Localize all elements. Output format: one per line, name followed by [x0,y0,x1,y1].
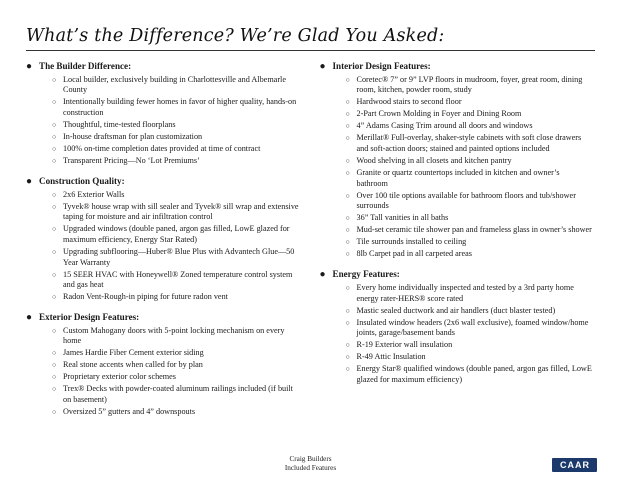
list-item-text: Trex® Decks with powder-coated aluminum railings included (if built on basement) [63,384,293,405]
list-item-text: Energy Star® qualified windows (double paned, argon gas filled, LowE glazed for maximum efficiency) [356,364,592,385]
sub-bullet-icon: ○ [52,225,57,234]
list-item-text: Hardwood stairs to second floor [356,97,462,107]
section-exterior-design-features [26,312,302,418]
list-item-text: R-19 Exterior wall insulation [356,340,453,350]
sub-bullet-icon: ○ [345,283,350,292]
sub-bullet-icon: ○ [345,98,350,107]
sub-bullet-icon: ○ [345,110,350,119]
list-item-text: James Hardie Fiber Cement exterior siding [63,348,204,358]
list-item [52,224,302,245]
sub-bullet-icon: ○ [52,190,57,199]
right-column [320,61,596,395]
content-columns [26,61,595,427]
list-item [346,352,596,363]
list-item [346,121,596,132]
section-heading [26,61,302,73]
list-item [52,407,302,418]
list-item-text: Transparent Pricing—No ‘Lot Premiums’ [63,156,200,166]
list-item [52,120,302,131]
list-item-text: 2x6 Exterior Walls [63,189,125,199]
list-item [52,75,302,96]
section-construction-quality [26,176,302,303]
list-item [346,75,596,96]
sub-bullet-icon: ○ [52,293,57,302]
section-item-list [26,75,302,167]
section-energy-features [320,269,596,386]
list-item [346,168,596,189]
sub-bullet-icon: ○ [52,75,57,84]
list-item-text: Mastic sealed ductwork and air handlers (duct blaster tested) [356,305,556,315]
sub-bullet-icon: ○ [52,132,57,141]
section-heading [26,312,302,324]
list-item [346,191,596,212]
sub-bullet-icon: ○ [52,247,57,256]
list-item [346,109,596,120]
sub-bullet-icon: ○ [345,122,350,131]
list-item [346,133,596,154]
list-item [346,340,596,351]
section-item-list [320,75,596,261]
list-item-text: Local builder, exclusively building in Charlottesville and Albemarle County [63,74,286,95]
bullet-icon: ● [319,61,326,72]
list-item-text: Coretec® 7” or 9” LVP floors in mudroom, foyer, great room, dining room, kitchen, powder room, study [356,74,583,95]
list-item-text: R-49 Attic Insulation [356,352,426,362]
list-item [52,372,302,383]
sub-bullet-icon: ○ [52,98,57,107]
list-item [346,306,596,317]
page-title: What’s the Difference? We’re Glad You Asked: [26,26,595,51]
list-item [346,225,596,236]
sub-bullet-icon: ○ [345,134,350,143]
sub-bullet-icon: ○ [52,326,57,335]
section-interior-design-features [320,61,596,260]
list-item [52,384,302,405]
list-item [346,318,596,339]
sub-bullet-icon: ○ [345,318,350,327]
list-item [52,326,302,347]
list-item-text: Wood shelving in all closets and kitchen pantry [356,156,512,166]
sub-bullet-icon: ○ [345,306,350,315]
list-item [346,364,596,385]
list-item [346,97,596,108]
list-item-text: Granite or quartz countertops included in kitchen and owner’s bathroom [356,168,560,188]
list-item-text: 4” Adams Casing Trim around all doors and windows [356,121,533,131]
sub-bullet-icon: ○ [52,145,57,153]
sub-bullet-icon: ○ [345,75,350,84]
list-item [346,249,596,260]
bullet-icon: ● [26,61,33,72]
footer-company: Craig Builders [289,454,332,463]
caar-logo: CAAR [552,458,597,472]
section-item-list [26,190,302,304]
list-item [52,202,302,223]
list-item [52,247,302,268]
footer [0,455,621,474]
section-item-list [26,326,302,418]
sub-bullet-icon: ○ [52,385,57,394]
sub-bullet-icon: ○ [52,120,57,129]
list-item-text: Over 100 tile options available for bathroom floors and tub/shower surrounds [356,190,576,211]
section-heading [320,269,596,281]
sub-bullet-icon: ○ [345,341,350,350]
list-item-text: Custom Mahogany doors with 5-point locking mechanism on every home [63,325,285,346]
section-heading-label: Energy Features: [332,269,400,280]
section-heading [26,176,302,188]
sub-bullet-icon: ○ [52,157,57,166]
bullet-icon: ● [26,175,33,187]
bullet-icon: ● [26,312,33,323]
list-item [346,283,596,304]
list-item-text: 100% on-time completion dates provided at time of contract [63,144,261,153]
list-item [346,156,596,167]
list-item-text: Merillat® Full-overlay, shaker-style cabinets with soft close drawers and soft-action doors; stained and painted options included [356,133,582,154]
list-item-text: Thoughtful, time-tested floorplans [63,119,176,129]
list-item [52,144,302,155]
sub-bullet-icon: ○ [345,157,350,166]
list-item-text: Mud-set ceramic tile shower pan and frameless glass in owner’s shower [356,225,592,235]
list-item-text: Radon Vent-Rough-in piping for future radon vent [63,292,228,302]
list-item-text: Every home individually inspected and tested by a 3rd party home energy rater-HERS® score rated [356,282,574,303]
list-item [52,270,302,291]
sub-bullet-icon: ○ [345,226,350,235]
list-item-text: Tyvek® house wrap with sill sealer and Tyvek® sill wrap and extensive taping for moisture and air infiltration control [63,201,299,222]
sub-bullet-icon: ○ [345,238,350,247]
list-item-text: Oversized 5” gutters and 4” downspouts [63,407,196,417]
section-heading [320,61,596,73]
sub-bullet-icon: ○ [345,191,350,200]
list-item [346,213,596,224]
list-item-text: Real stone accents when called for by plan [63,360,203,370]
list-item [52,156,302,167]
sub-bullet-icon: ○ [52,361,57,370]
list-item [52,292,302,303]
list-item-text: Insulated window headers (2x6 wall exclusive), foamed window/home joints, garage/basement bands [356,317,589,338]
list-item-text: 8lb Carpet pad in all carpeted areas [356,249,472,259]
bullet-icon: ● [319,269,326,281]
list-item [52,132,302,143]
sub-bullet-icon: ○ [52,202,57,211]
section-heading-label: The Builder Difference: [39,61,132,71]
sub-bullet-icon: ○ [345,250,350,259]
left-column [26,61,302,427]
list-item [52,348,302,359]
sub-bullet-icon: ○ [345,169,350,178]
list-item-text: 2-Part Crown Molding in Foyer and Dining Room [356,109,522,119]
sub-bullet-icon: ○ [345,365,350,374]
sub-bullet-icon: ○ [345,353,350,362]
footer-subtitle: Included Features [284,464,337,473]
list-item-text: Upgraded windows (double paned, argon gas filled, LowE glazed for maximum efficiency, Energy Star Rated) [63,224,290,244]
sub-bullet-icon: ○ [52,373,57,382]
sub-bullet-icon: ○ [345,214,350,223]
section-heading-label: Interior Design Features: [332,61,431,71]
sub-bullet-icon: ○ [52,408,57,417]
list-item [52,360,302,371]
list-item-text: Upgrading subflooring—Huber® Blue Plus with Advantech Glue—50 Year Warranty [63,246,295,267]
list-item [346,237,596,248]
sub-bullet-icon: ○ [52,349,57,358]
list-item-text: 15 SEER HVAC with Honeywell® Zoned temperature control system and gas heat [63,269,293,290]
section-builder-difference [26,61,302,167]
list-item-text: Tile surrounds installed to ceiling [356,237,467,247]
list-item [52,97,302,118]
section-item-list [320,283,596,386]
list-item-text: Intentionally building fewer homes in favor of higher quality, hands-on construction [63,97,297,118]
sub-bullet-icon: ○ [52,270,57,279]
section-heading-label: Exterior Design Features: [39,312,140,322]
list-item [52,190,302,201]
list-item-text: In-house draftsman for plan customization [63,131,203,141]
section-heading-label: Construction Quality: [39,175,125,186]
list-item-text: Proprietary exterior color schemes [63,372,176,382]
list-item-text: 36” Tall vanities in all baths [356,213,449,223]
